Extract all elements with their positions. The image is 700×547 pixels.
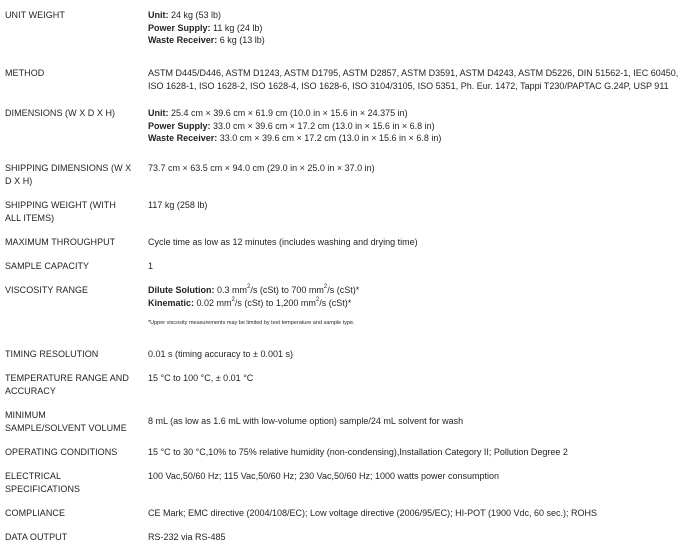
spec-value xyxy=(148,531,700,544)
spec-text: 0.01 s (timing accuracy to ± 0.001 s) xyxy=(148,349,294,359)
spec-row-unit-weight xyxy=(0,9,700,47)
spec-value xyxy=(148,372,700,397)
spec-line xyxy=(148,107,696,120)
spec-key: Waste Receiver: xyxy=(148,35,218,45)
superscript: 2 xyxy=(247,284,251,290)
spec-label: DIMENSIONS (W X D X H) xyxy=(5,108,116,118)
spec-label xyxy=(0,162,148,187)
spec-key: Unit: xyxy=(148,108,169,118)
spec-label-line: TEMPERATURE RANGE AND xyxy=(5,373,129,383)
spec-text: 11 kg (24 lb) xyxy=(210,22,263,33)
spec-key: Waste Receiver: xyxy=(148,133,218,143)
spec-text: 15 °C to 30 °C,10% to 75% relative humidity (non-condensing),Installation Category II; Pollution Degree 2 xyxy=(148,447,568,457)
spec-value xyxy=(148,284,700,327)
spec-text: /s (cSt) to 1,200 mm xyxy=(234,297,316,308)
spec-label xyxy=(0,372,148,397)
spec-text: 25.4 cm × 39.6 cm × 61.9 cm (10.0 in × 15.6 in × 24.375 in) xyxy=(168,108,408,118)
spec-line xyxy=(148,297,696,310)
spec-row-timing-resolution xyxy=(0,348,700,361)
spec-row-minimum-volume xyxy=(0,409,700,434)
spec-text: CE Mark; EMC directive (2004/108/EC); Low voltage directive (2006/95/EC); HI-POT (1900 Vdc, 60 sec.); ROHS xyxy=(148,508,598,518)
spec-label xyxy=(0,409,148,434)
footnote: *Upper viscosity measurements may be limited by test temperature and sample type. xyxy=(148,320,355,326)
spec-key: Power Supply: xyxy=(148,120,211,131)
spec-text: /s (cSt)* xyxy=(319,297,352,308)
spec-label-line: MINIMUM xyxy=(5,410,46,420)
spec-label-line: ACCURACY xyxy=(5,385,56,396)
spec-label-line: SHIPPING WEIGHT (WITH xyxy=(5,200,116,210)
spec-value xyxy=(148,107,700,145)
spec-text: 24 kg (53 lb) xyxy=(168,10,222,20)
spec-label: MAXIMUM THROUGHPUT xyxy=(5,237,116,247)
spec-label: DATA OUTPUT xyxy=(5,532,68,542)
spec-label: VISCOSITY RANGE xyxy=(5,285,89,295)
spec-line xyxy=(148,34,696,47)
spec-text: 100 Vac,50/60 Hz; 115 Vac,50/60 Hz; 230 Vac,50/60 Hz; 1000 watts power consumption xyxy=(148,471,500,481)
spec-label xyxy=(0,470,148,495)
spec-row-operating-conditions xyxy=(0,446,700,459)
spec-label-line: ALL ITEMS) xyxy=(5,212,55,223)
spec-row-viscosity-range xyxy=(0,284,700,327)
spec-key: Unit: xyxy=(148,10,169,20)
spec-value xyxy=(148,470,700,495)
spec-value xyxy=(148,507,700,520)
spec-line xyxy=(148,22,696,35)
spec-text: ASTM D445/D446, ASTM D1243, ASTM D1795, ASTM D2857, ASTM D3591, ASTM D4243, ASTM D5226, DIN 51562-1, IEC 60450, ISO 1628-1, ISO 1628-2, ISO 1628-4, ISO 1628-6, ISO 3104/3105, ISO 5351, Ph. Eur. 1472, Tappi T230/PAPTAC G.24P, USP 911 xyxy=(148,68,679,91)
spec-text: /s (cSt)* xyxy=(327,285,360,295)
spec-value xyxy=(148,199,700,224)
spec-row-maximum-throughput xyxy=(0,236,700,249)
spec-label-line: SAMPLE/SOLVENT VOLUME xyxy=(5,422,127,433)
spec-text: 33.0 cm × 39.6 cm × 17.2 cm (13.0 in × 15.6 in × 6.8 in) xyxy=(217,133,442,143)
spec-row-dimensions xyxy=(0,107,700,145)
spec-label-line: SHIPPING DIMENSIONS (W X xyxy=(5,163,132,173)
spec-text: 73.7 cm × 63.5 cm × 94.0 cm (29.0 in × 25.0 in × 37.0 in) xyxy=(148,163,375,173)
spec-row-data-output xyxy=(0,531,700,544)
superscript: 2 xyxy=(323,284,328,290)
spec-text: /s (cSt) to 700 mm xyxy=(250,285,324,295)
spec-label-line: ELECTRICAL xyxy=(5,471,62,481)
spec-label: UNIT WEIGHT xyxy=(5,10,65,20)
spec-text: 0.02 mm xyxy=(194,297,232,308)
spec-text: RS-232 via RS-485 xyxy=(148,532,226,542)
spec-row-sample-capacity xyxy=(0,260,700,273)
spec-value xyxy=(148,348,700,361)
spec-key: Power Supply: xyxy=(148,22,211,33)
spec-text: 8 mL (as low as 1.6 mL with low-volume option) sample/24 mL solvent for wash xyxy=(148,416,464,426)
spec-value xyxy=(148,67,700,92)
spec-row-shipping-weight xyxy=(0,199,700,224)
spec-text: 117 kg (258 lb) xyxy=(148,200,208,210)
spec-label-line: SPECIFICATIONS xyxy=(5,483,81,494)
spec-row-temperature-range xyxy=(0,372,700,397)
spec-key: Dilute Solution: xyxy=(148,285,215,295)
spec-line xyxy=(148,132,696,145)
spec-text: 33.0 cm × 39.6 cm × 17.2 cm (13.0 in × 15.6 in × 6.8 in) xyxy=(210,120,435,131)
spec-key: Kinematic: xyxy=(148,297,195,308)
spec-line xyxy=(148,284,696,297)
spec-value xyxy=(148,236,700,249)
spec-label xyxy=(0,199,148,224)
spec-label: OPERATING CONDITIONS xyxy=(5,447,118,457)
spec-row-shipping-dimensions xyxy=(0,162,700,187)
spec-text: Cycle time as low as 12 minutes (includes washing and drying time) xyxy=(148,237,418,247)
superscript: 2 xyxy=(315,296,320,303)
superscript: 2 xyxy=(231,296,235,303)
spec-row-method xyxy=(0,67,700,92)
spec-text: 0.3 mm xyxy=(214,285,248,295)
spec-value xyxy=(148,9,700,47)
spec-value xyxy=(148,162,700,187)
spec-value xyxy=(148,409,700,434)
spec-line xyxy=(148,120,696,133)
spec-label-line: D X H) xyxy=(5,175,33,186)
spec-label: METHOD xyxy=(5,68,45,78)
spec-row-compliance xyxy=(0,507,700,520)
spec-row-electrical xyxy=(0,470,700,495)
spec-line xyxy=(148,9,696,22)
spec-text: 1 xyxy=(148,261,154,271)
spec-label: TIMING RESOLUTION xyxy=(5,349,99,359)
spec-value xyxy=(148,446,700,459)
spec-label: COMPLIANCE xyxy=(5,508,66,518)
spec-text: 15 °C to 100 °C, ± 0.01 °C xyxy=(148,373,254,383)
spec-text: 6 kg (13 lb) xyxy=(217,35,265,45)
spec-value xyxy=(148,260,700,273)
spec-label: SAMPLE CAPACITY xyxy=(5,261,90,271)
